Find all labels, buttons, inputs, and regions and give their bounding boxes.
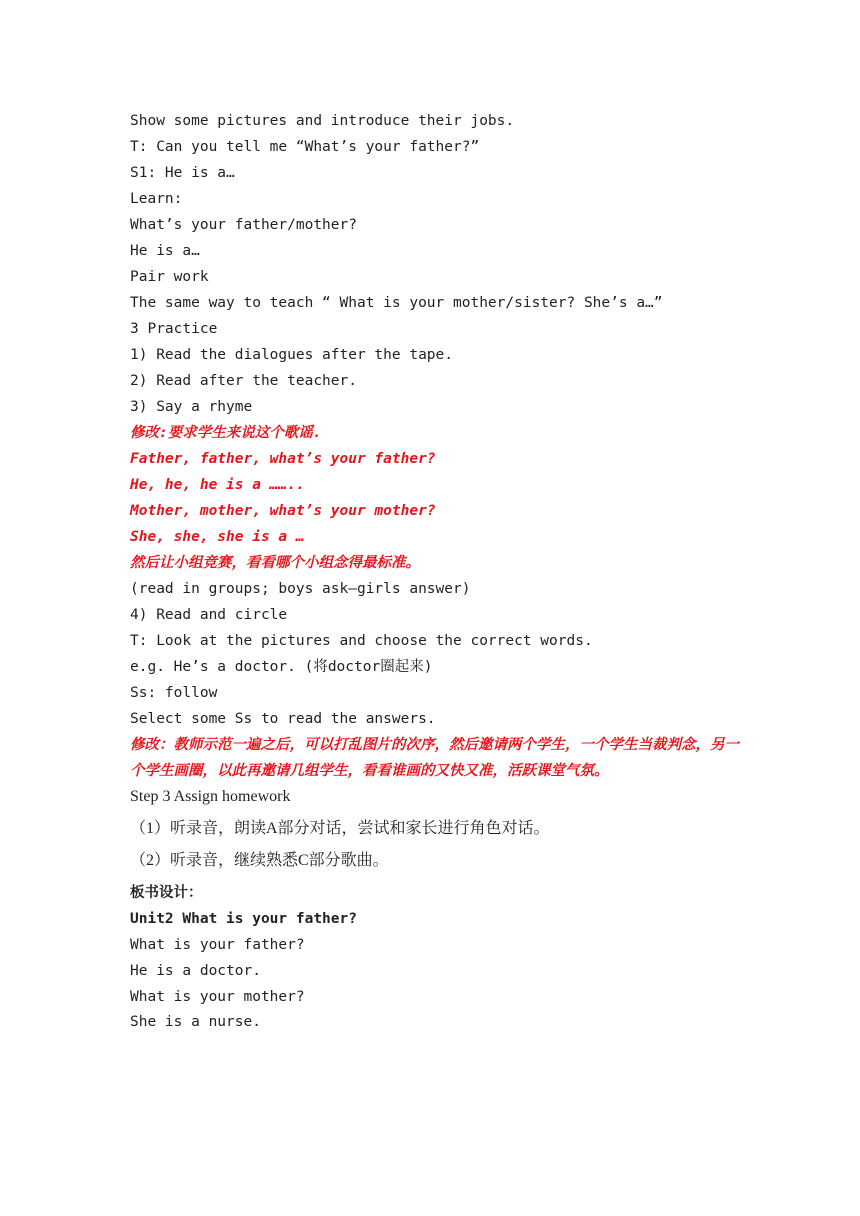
text-line: e.g. He’s a doctor. (将doctor圈起来) <box>130 659 433 675</box>
text-line: 1) Read the dialogues after the tape. <box>130 347 454 363</box>
document-body <box>130 108 740 1034</box>
homework-item: （2）听录音，继续熟悉C部分歌曲。 <box>130 852 389 869</box>
text-line: S1: He is a… <box>130 165 235 181</box>
revision-note: 修改：教师示范一遍之后，可以打乱图片的次序，然后邀请两个学生，一个学生当裁判念，另一个学生画圈，以此再邀请几组学生，看看谁画的又快又准，活跃课堂气氛。 <box>130 737 739 779</box>
text-line: What’s your father/mother? <box>130 217 357 233</box>
revision-note: 然后让小组竞赛，看看哪个小组念得最标准。 <box>130 555 420 571</box>
text-line: Select some Ss to read the answers. <box>130 711 436 727</box>
text-line: T: Can you tell me “What’s your father?” <box>130 139 480 155</box>
text-line: Pair work <box>130 269 209 285</box>
section-heading: 3 Practice <box>130 321 218 337</box>
revision-note: 修改:要求学生来说这个歌谣. <box>130 425 322 441</box>
step-heading: Step 3 Assign homework <box>130 788 291 805</box>
homework-item: （1）听录音，朗读A部分对话，尝试和家长进行角色对话。 <box>130 820 550 837</box>
board-line: What is your mother? <box>130 989 305 1005</box>
text-line: 4) Read and circle <box>130 607 288 623</box>
text-line: 2) Read after the teacher. <box>130 373 357 389</box>
rhyme-line: Father, father, what’s your father? <box>130 451 436 467</box>
text-line: T: Look at the pictures and choose the correct words. <box>130 633 593 649</box>
board-design-heading: 板书设计： <box>130 885 203 901</box>
text-line: (read in groups; boys ask—girls answer) <box>130 581 471 597</box>
text-line: The same way to teach “ What is your mother/sister? She’s a…” <box>130 295 663 311</box>
board-line: What is your father? <box>130 937 305 953</box>
rhyme-line: She, she, she is a … <box>130 529 305 545</box>
text-line: Learn: <box>130 191 183 207</box>
rhyme-line: He, he, he is a …….. <box>130 477 305 493</box>
board-line: He is a doctor. <box>130 963 261 979</box>
board-line: She is a nurse. <box>130 1014 261 1030</box>
text-line: He is a… <box>130 243 200 259</box>
text-line: Show some pictures and introduce their jobs. <box>130 113 515 129</box>
board-title: Unit2 What is your father? <box>130 911 357 927</box>
text-line: 3) Say a rhyme <box>130 399 253 415</box>
rhyme-line: Mother, mother, what’s your mother? <box>130 503 436 519</box>
text-line: Ss: follow <box>130 685 218 701</box>
